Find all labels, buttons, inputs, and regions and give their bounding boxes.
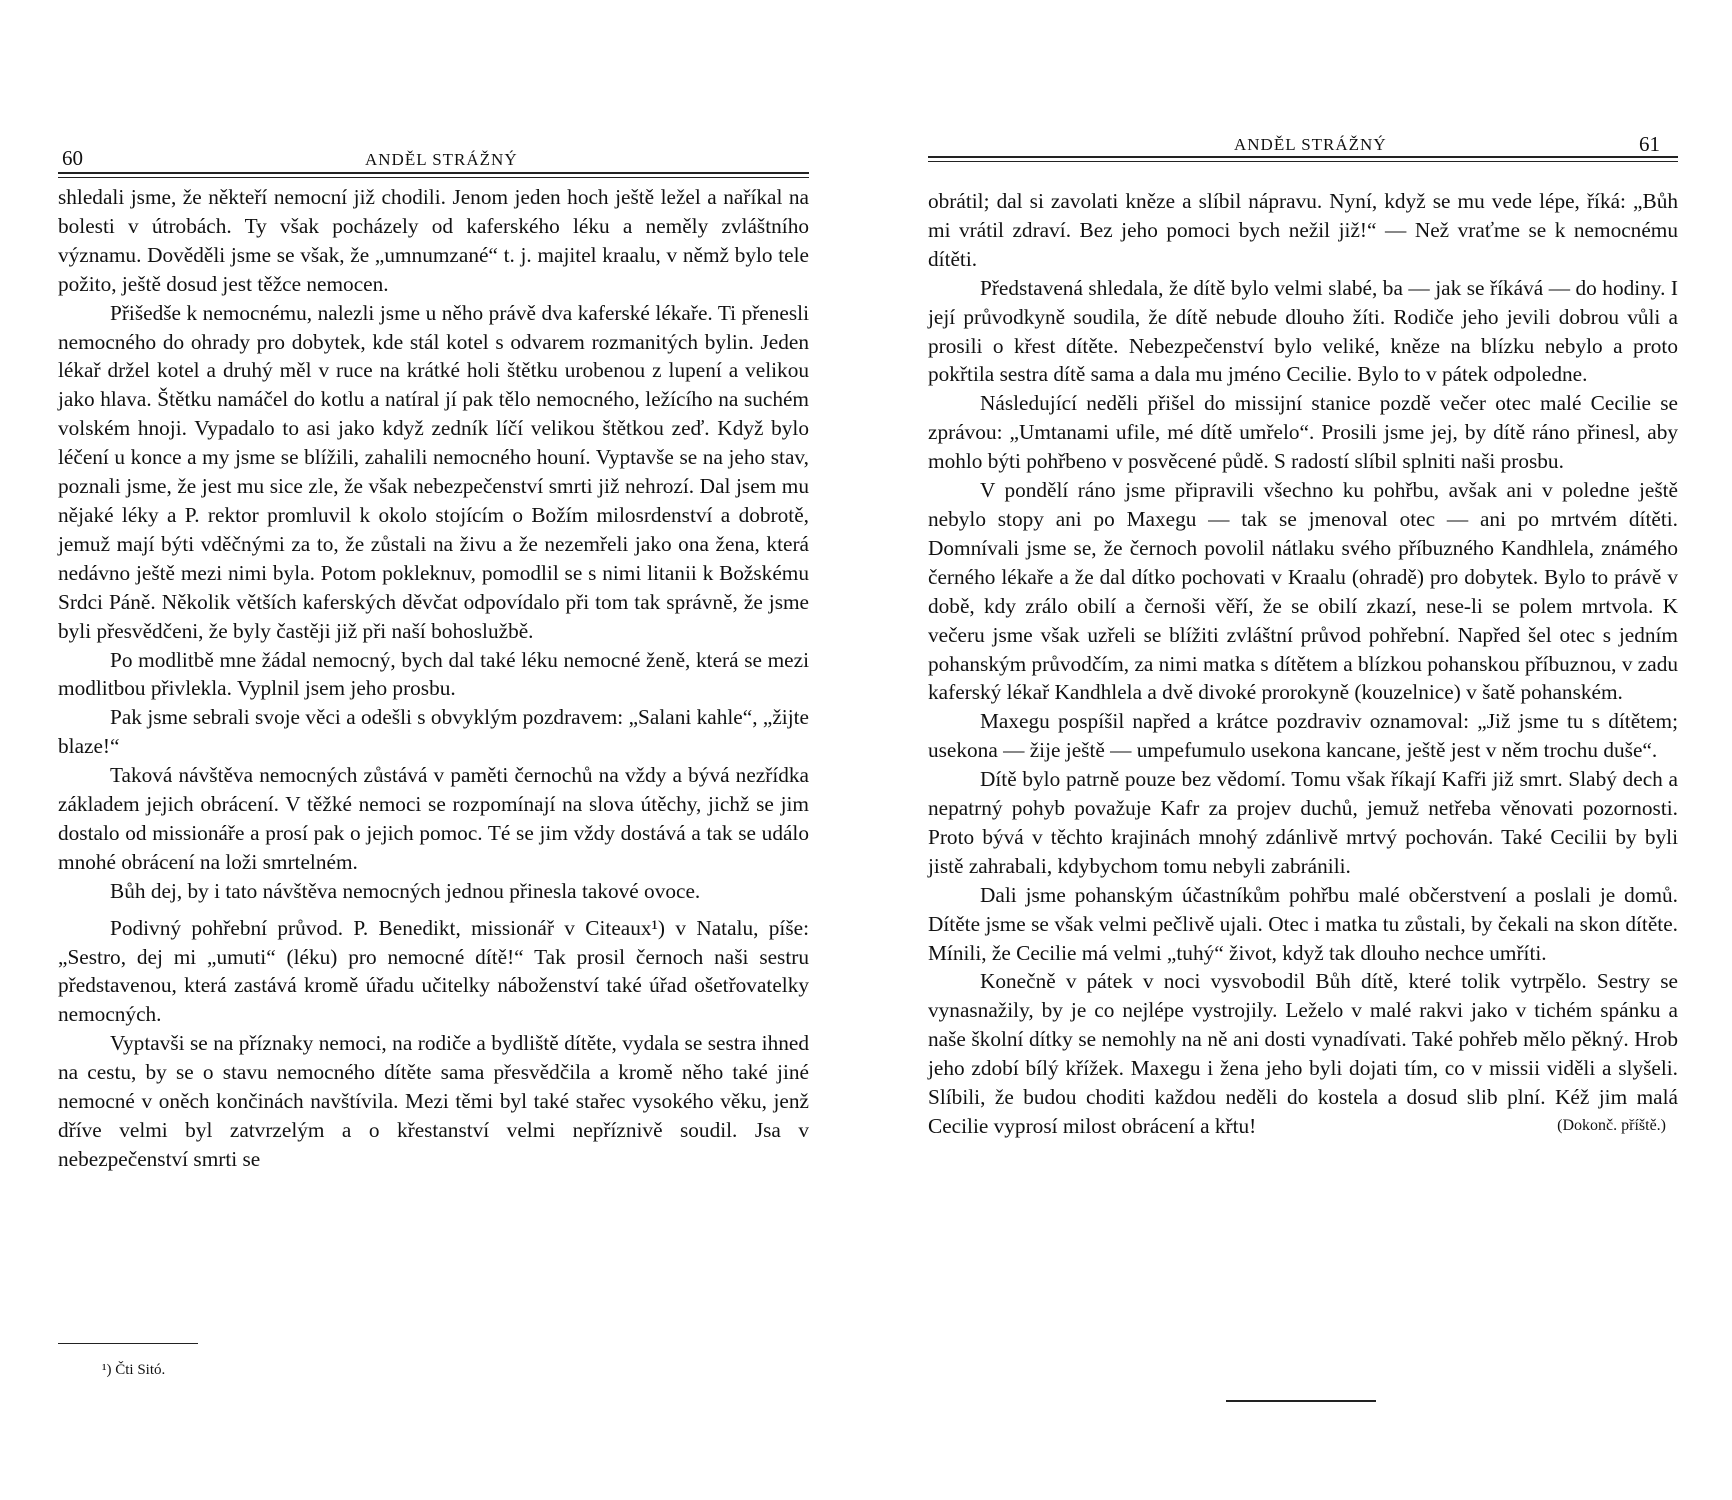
paragraph: Dítě bylo patrně pouze bez vědomí. Tomu však říkají Kafři již smrt. Slabý dech a nepatrný pohyb považuje Kafr za projev duchů, jemuž netřeba věnovati pozornosti. Proto bývá v těchto krajinách mnohý zdánlivě mrtvý pochován. Také Cecilii by byli jistě zahrabali, kdybychom tomu nebyli zabránili. xyxy=(928,767,1678,878)
paragraph: Maxegu pospíšil napřed a krátce pozdraviv oznamoval: „Již jsme tu s dítětem; usekona — žije ještě — umpefumulo usekona kancane, ještě jest v něm trochu duše“. xyxy=(928,709,1678,763)
paragraph: Dali jsme pohanským účastníkům pohřbu malé občerstvení a poslali je domů. Dítěte jsme se však velmi pečlivě ujali. Otec i matka tu zůstali, by čekali na skon dítěte. Mínili, že Cecilie má velmi „tuhý“ život, když tak dlouho nechce umříti. xyxy=(928,882,1678,965)
page-number: 61 xyxy=(1639,132,1660,156)
paragraph: Pak jsme sebrali svoje věci a odešli s obvyklým pozdravem: „Salani kahle“, „žijte blaze!“ xyxy=(58,705,809,759)
continuation-note: (Dokonč. příště.) xyxy=(1557,1117,1666,1134)
paragraph: Po modlitbě mne žádal nemocný, bych dal také léku nemocné ženě, která se mezi modlitbou přivlekla. Vyplnil jsem jeho prosbu. xyxy=(58,647,809,701)
footnote-rule xyxy=(58,1343,198,1344)
paragraph: Následující neděli přišel do missijní stanice pozdě večer otec malé Cecilie se zprávou: „Umtanami ufile, mé dítě umřelo“. Prosili jsme jej, by dítě ráno přinesl, aby mohlo býti pohřbeno v posvěcené půdě. S radostí slíbil splniti naši prosbu. xyxy=(928,391,1678,474)
running-head: ANDĚL STRÁŽNÝ xyxy=(1234,135,1387,154)
paragraph: Představená shledala, že dítě bylo velmi slabé, ba — jak se říkává — do hodiny. I její průvodkyně soudila, že dítě nebude dlouho žíti. Rodiče jeho jevili dobrou vůli a prosili o křest dítěte. Nebezpečenství bylo veliké, kněze na blízku nebylo a proto pokřtila sestra dítě sama a dala mu jméno Cecilie. Bylo to v pátek odpoledne. xyxy=(928,275,1678,387)
paragraph: Bůh dej, by i tato návštěva nemocných jednou přinesla takové ovoce. xyxy=(110,878,701,903)
header-rule xyxy=(58,172,809,178)
end-rule xyxy=(1226,1400,1376,1402)
page-body xyxy=(58,183,809,1174)
paragraph: V pondělí ráno jsme připravili všechno ku pohřbu, avšak ani v poledne ještě nebylo stopy ani po Maxegu — tak se jmenoval otec — ani po mrtvém dítěti. Domnívali jsme se, že černoch povolil nátlaku svého příbuzného Kandhlela, známého černého lékaře a že dal dítko pochovati v Kraalu (ohradě) pro dobytek. Bylo to právě v době, kdy zrálo obilí a černoši věří, že se obilí zkazí, nese-li se polem mrtvola. K večeru jsme však uzřeli se blížiti zvláštní průvod pohřební. Napřed šel otec s jedním pohanským průvodčím, za nimi matka s dítětem a blízkou pohanskou příbuznou, v zadu kaferský lékař Kandhlela a dvě divoké prorokyně (kouzelnice) v šatě pohanském. xyxy=(928,478,1678,705)
paragraph: Přišedše k nemocnému, nalezli jsme u něho právě dva kaferské lékaře. Ti přenesli nemocného do ohrady pro dobytek, kde stál kotel s odvarem rozmanitých bylin. Jeden lékař držel kotel a druhý měl v ruce na krátké holi štětku urobenou z lupení a velikou jako hlava. Štětku namáčel do kotlu a natíral jí pak tělo nemocného, ležícího na suchém volském hnoji. Vypadalo to asi jako když zedník líčí velikou štětkou zeď. Když bylo léčení u konce a my jsme se blížili, zahalili nemocného houní. Vyptavše se na jeho stav, poznali jsme, že jest mu sice zle, že však nebezpečenství smrti již nehrozí. Dal jsem mu nějaké léky a P. rektor promluvil k okolo stojícím o Božím milosrdenství a dobrotě, jemuž mají býti vděčnými za to, že zůstali na živu a že nezemřeli jako ona žena, která nedávno ještě mezi nimi byla. Potom pokleknuv, pomodlil se s nimi litanii k Božskému Srdci Páně. Několik větších kaferských děvčat odpovídalo při tom tak správně, že jsme byli přesvědčeni, že byly častěji již při naší bohoslužbě. xyxy=(58,300,809,643)
paragraph: Podivný pohřební průvod. P. Benedikt, missionář v Citeaux¹) v Natalu, píše: „Sestro, dej mi „umuti“ (léku) pro nemocné dítě!“ Tak prosil černoch naši sestru představenou, která zastává kromě úřadu učitelky náboženství také úřad ošetřovatelky nemocných. xyxy=(58,915,809,1027)
header-rule xyxy=(928,156,1678,162)
paragraph: shledali jsme, že někteří nemocní již chodili. Jenom jeden hoch ještě ležel a naříkal na bolesti v útrobách. Ty však pocházely od kaferského léku a neměly zvláštního významu. Dověděli jsme se však, že „umnumzané“ t. j. majitel kraalu, v němž bylo tele požito, ještě dosud jest těžce nemocen. xyxy=(58,185,809,296)
page-number: 60 xyxy=(62,146,83,170)
paragraph xyxy=(928,967,1678,1140)
paragraph: obrátil; dal si zavolati kněze a slíbil nápravu. Nyní, když se mu vede lépe, říká: „Bůh mi vrátil zdraví. Bez jeho pomoci bych nežil již!“ — Než vraťme se k nemocnému dítěti. xyxy=(928,189,1678,271)
paragraph-text: Konečně v pátek v noci vysvobodil Bůh dítě, které tolik vytrpělo. Sestry se vynasnažily, by je co nejlépe vystrojily. Leželo v malé rakvi jako v tichém spánku a naše školní dítky se nemohly na ně ani dosti vynadívati. Také pohřeb mělo pěkný. Hrob jeho zdobí bílý křížek. Maxegu i žena jeho byli dojati tím, co v missii viděli a slyšeli. Slíbili, že budou choditi každou neděli do kostela a dosud slib plní. Kéž jim malá Cecilie vyprosí milost obrácení a křtu! xyxy=(928,969,1678,1138)
paragraph: Vyptavši se na příznaky nemoci, na rodiče a bydliště dítěte, vydala se sestra ihned na cestu, by se o stavu nemocného dítěte sama přesvědčila a kromě něho také jiné nemocné v oněch končinách navštívila. Mezi těmi byl také stařec vysokého věku, jenž dříve velmi byl zatvrzelým a o křestanství velmi nepříznivě soudil. Jsa v nebezpečenství smrti se xyxy=(58,1031,809,1171)
paragraph: Taková návštěva nemocných zůstává v paměti černochů na vždy a bývá nezřídka základem jejich obrácení. V těžké nemoci se rozpomínají na slova útěchy, jichž se jim dostalo od missionáře a prosí pak o jejich pomoc. Té se jim vždy dostává a tak se událo mnohé obrácení na loži smrtelném. xyxy=(58,763,809,874)
page-body xyxy=(928,187,1678,1141)
footnote: ¹) Čti Sitó. xyxy=(102,1362,166,1378)
right-page xyxy=(866,0,1732,1500)
running-head: ANDĚL STRÁŽNÝ xyxy=(365,150,518,169)
